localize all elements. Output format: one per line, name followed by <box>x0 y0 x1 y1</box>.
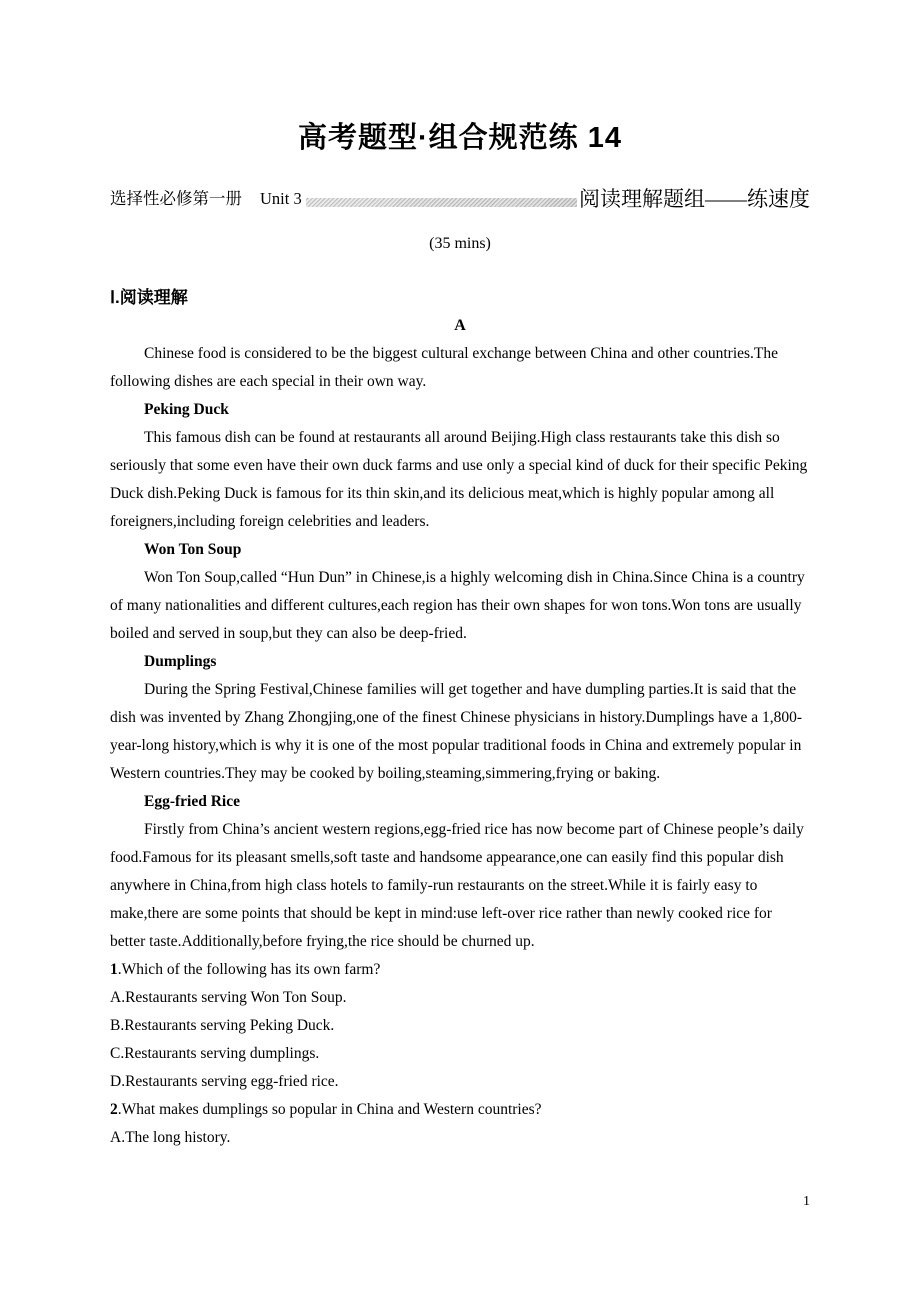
divider-bar <box>306 198 577 207</box>
question-1-number: 1 <box>110 961 118 978</box>
question-1-option-a: A.Restaurants serving Won Ton Soup. <box>110 989 347 1006</box>
passage-label: A <box>454 317 466 334</box>
header-row <box>110 186 810 212</box>
question-1-option-b: B.Restaurants serving Peking Duck. <box>110 1017 335 1034</box>
section-text-peking-duck: This famous dish can be found at restaurants all around Beijing.High class restaurants take this dish so seriously that some even have their own duck farms and use only a special kind of duck for their specific Peking Duck dish.Peking Duck is famous for its thin skin,and its delicious meat,which is highly popular among all foreigners,including foreign celebrities and leaders. <box>110 429 808 530</box>
question-1-option-c: C.Restaurants serving dumplings. <box>110 1045 320 1062</box>
section-text-dumplings: During the Spring Festival,Chinese families will get together and have dumpling parties.It is said that the dish was invented by Zhang Zhongjing,one of the finest Chinese physicians in history.Dumplings have a 1,800-year-long history,which is why it is one of the most popular traditional foods in China and extremely popular in Western countries.They may be cooked by boiling,steaming,simmering,frying or baking. <box>110 681 803 782</box>
unit-label: Unit 3 <box>260 189 302 208</box>
page-number: 1 <box>803 1194 810 1209</box>
book-label: 选择性必修第一册 <box>110 189 242 208</box>
question-1-stem <box>110 956 810 984</box>
page-content <box>110 0 810 1152</box>
part-heading: Ⅰ.阅读理解 <box>110 288 188 307</box>
question-2-text: .What makes dumplings so popular in China and Western countries? <box>117 1101 542 1118</box>
question-1-text: .Which of the following has its own farm? <box>117 961 381 978</box>
passage-intro: Chinese food is considered to be the biggest cultural exchange between China and other countries.The following dishes are each special in their own way. <box>110 345 779 390</box>
section-text-won-ton-soup: Won Ton Soup,called “Hun Dun” in Chinese,is a highly welcoming dish in China.Since China is a country of many nationalities and different cultures,each region has their own shapes for won tons.Won tons are usually boiled and served in soup,but they can also be deep-fried. <box>110 569 805 642</box>
duration-label: (35 mins) <box>429 235 491 252</box>
section-heading-dumplings: Dumplings <box>144 653 217 670</box>
section-heading-won-ton-soup: Won Ton Soup <box>144 541 242 558</box>
question-2-option-a: A.The long history. <box>110 1129 231 1146</box>
question-1-option-d: D.Restaurants serving egg-fried rice. <box>110 1073 339 1090</box>
section-heading-peking-duck: Peking Duck <box>144 401 229 418</box>
section-text-egg-fried-rice: Firstly from China’s ancient western regions,egg-fried rice has now become part of Chinese people’s daily food.Famous for its pleasant smells,soft taste and handsome appearance,one can easily find this popular dish anywhere in China,from high class hotels to family-run restaurants on the street.While it is fairly easy to make,there are some points that should be kept in mind:use left-over rice rather than newly cooked rice for better taste.Additionally,before frying,the rice should be churned up. <box>110 821 804 950</box>
section-title: 阅读理解题组——练速度 <box>579 187 810 211</box>
question-2-number: 2 <box>110 1101 118 1118</box>
page-title: 高考题型·组合规范练 14 <box>298 122 622 154</box>
section-heading-egg-fried-rice: Egg-fried Rice <box>144 793 240 810</box>
question-2-stem <box>110 1096 810 1124</box>
